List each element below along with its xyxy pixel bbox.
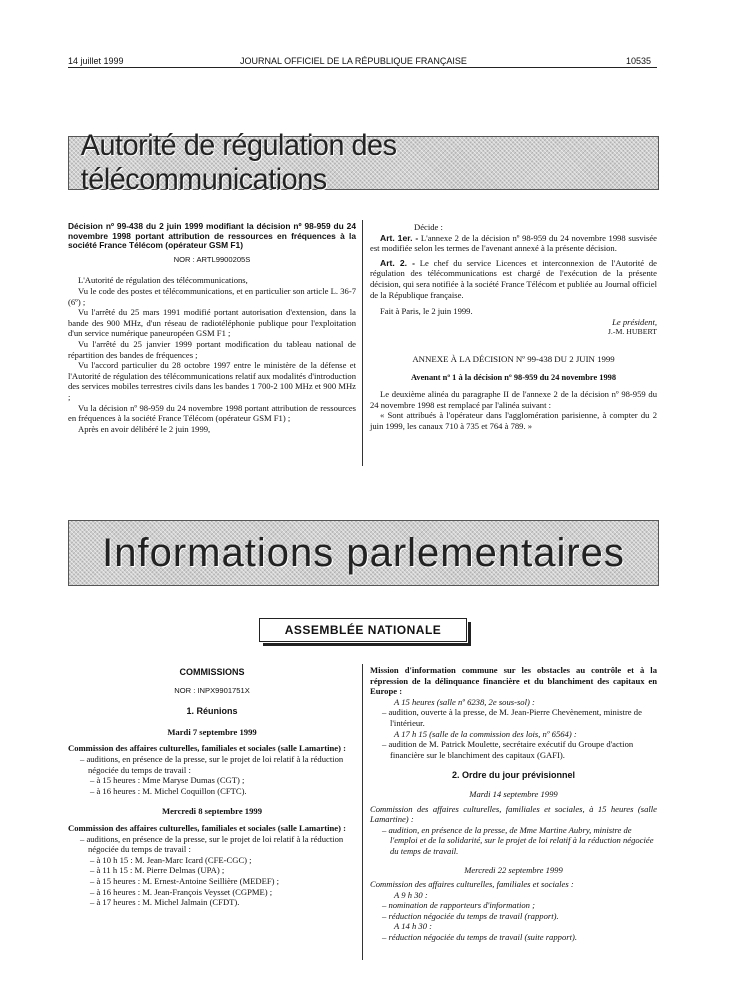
decision-right-column bbox=[370, 222, 657, 432]
time-slot: A 14 h 30 : bbox=[394, 921, 433, 932]
list-item: – à 10 h 15 : M. Jean-Marc Icard (CFE-CGC) ; bbox=[90, 854, 252, 865]
banner-title: Informations parlementaires bbox=[102, 530, 625, 575]
time-slot: A 17 h 15 (salle de la commission des lois, nº 6564) : bbox=[394, 728, 577, 739]
decision-left-column bbox=[68, 222, 356, 434]
annexe-title: ANNEXE À LA DÉCISION Nº 99-438 DU 2 JUIN 1999 bbox=[412, 353, 615, 364]
decision-nor: NOR : ARTL9900205S bbox=[173, 254, 251, 264]
commissions-right-column bbox=[370, 665, 657, 943]
list-item: – à 17 heures : M. Michel Jalmain (CFDT). bbox=[90, 897, 240, 908]
list-item: – à 15 heures : M. Ernest-Antoine Seillière (MEDEF) ; bbox=[90, 875, 280, 886]
list-item: – à 16 heures : M. Jean-François Veysset (CGPME) ; bbox=[90, 886, 273, 897]
list-item: – auditions, en présence de la presse, sur le projet de loi relatif à la réduction négociée du temps de travail : bbox=[80, 833, 344, 855]
article-1-label: Art. 1er. - bbox=[380, 232, 419, 243]
decision-paragraph: Vu l'accord particulier du 28 octobre 1997 entre le ministère de la défense et l'Autorité de régulation des télécommunications relatif aux modalités d'introduction des services mobiles terrestres civils dans les bandes 1 700-2 100 MHz et 900 MHz ; bbox=[68, 360, 356, 402]
day-heading: Mercredi 22 septembre 1999 bbox=[464, 864, 563, 875]
commission-heading: Commission des affaires culturelles, familiales et sociales, à 15 heures (salle Lamartine) : bbox=[370, 803, 657, 825]
section-heading: 1. Réunions bbox=[186, 706, 238, 717]
decision-paragraph: Vu la décision nº 98-959 du 24 novembre 1998 portant attribution de ressources en fréquences à la société France Télécom (opérateur GSM F1) ; bbox=[68, 402, 356, 424]
list-item: – audition, ouverte à la presse, de M. Jean-Pierre Chevènement, ministre de l'intérieur. bbox=[382, 707, 642, 728]
list-item: – auditions, en présence de la presse, sur le projet de loi relatif à la réduction négociée du temps de travail : bbox=[80, 753, 344, 775]
header-rule bbox=[68, 67, 657, 68]
list-item: – audition de M. Patrick Moulette, secrétaire exécutif du Groupe d'action financière sur le blanchiment des capitaux (GAFI). bbox=[382, 739, 634, 760]
decision-paragraph: Vu l'arrêté du 25 janvier 1999 portant modification du tableau national de répartition des bandes de fréquences ; bbox=[68, 338, 356, 360]
commission-heading: Commission des affaires culturelles, familiales et sociales (salle Lamartine) : bbox=[68, 822, 346, 833]
header-journal-title: JOURNAL OFFICIEL DE LA RÉPUBLIQUE FRANÇAISE bbox=[240, 56, 467, 66]
annexe-paragraph: « Sont attribués à l'opérateur dans l'agglomération parisienne, à compter du 2 juin 1999, les canaux 710 à 735 et 764 à 789. » bbox=[370, 410, 657, 431]
time-slot: A 15 heures (salle nº 6238, 2e sous-sol) : bbox=[394, 696, 535, 707]
header-date: 14 juillet 1999 bbox=[68, 56, 124, 66]
assemblee-label: ASSEMBLÉE NATIONALE bbox=[284, 623, 442, 637]
decision-paragraph: Vu le code des postes et télécommunications, et en particulier son article L. 36-7 (6º) ; bbox=[68, 285, 356, 307]
list-item: – réduction négociée du temps de travail (suite rapport). bbox=[382, 932, 577, 943]
president-title: Le président, bbox=[612, 316, 657, 327]
article-1-text: L'annexe 2 de la décision nº 98-959 du 24 novembre 1998 susvisée est modifiée selon les termes de l'avenant annexé à la présente décision. bbox=[370, 232, 657, 254]
day-heading: Mardi 14 septembre 1999 bbox=[469, 788, 558, 799]
section-banner-parlementaires bbox=[68, 520, 659, 586]
commissions-title: COMMISSIONS bbox=[179, 667, 245, 677]
commissions-left-column bbox=[68, 667, 356, 908]
signature: J.-M. HUBERT bbox=[607, 327, 657, 337]
day-heading: Mercredi 8 septembre 1999 bbox=[162, 806, 262, 817]
header-page-number: 10535 bbox=[626, 56, 652, 66]
avenant-title: Avenant nº 1 à la décision nº 98-959 du 24 novembre 1998 bbox=[410, 372, 617, 382]
commission-heading: Commission des affaires culturelles, familiales et sociales : bbox=[370, 879, 574, 890]
decision-paragraph: Après en avoir délibéré le 2 juin 1999, bbox=[78, 423, 211, 434]
list-item: – à 16 heures : M. Michel Coquillon (CFTC). bbox=[90, 785, 247, 796]
list-item: – réduction négociée du temps de travail (rapport). bbox=[382, 910, 559, 921]
column-divider bbox=[362, 220, 363, 466]
article-2-text: Le chef du service Licences et interconnexion de l'Autorité de régulation des télécommunications est chargé de l'exécution de la présente décision, qui sera notifiée à la société France Télécom et publiée au Journal officiel de la République française. bbox=[370, 257, 657, 300]
banner-title: Autorité de régulation des télécommunications bbox=[80, 129, 397, 196]
commission-heading: Commission des affaires culturelles, familiales et sociales (salle Lamartine) : bbox=[68, 743, 346, 754]
annexe-paragraph: Le deuxième alinéa du paragraphe II de l'annexe 2 de la décision nº 98-959 du 24 novembre 1998 est remplacé par l'alinéa suivant : bbox=[370, 389, 657, 410]
decision-title: Décision nº 99-438 du 2 juin 1999 modifiant la décision nº 98-959 du 24 novembre 1998 portant attribution de ressources en fréquences à la société France Télécom (opérateur GSM F1) bbox=[68, 221, 356, 251]
list-item: – audition, en présence de la presse, de Mme Martine Aubry, ministre de l'emploi et de la solidarité, sur le projet de loi relatif à la réduction négociée du temps de travail. bbox=[382, 824, 654, 856]
list-item: – à 11 h 15 : M. Pierre Delmas (UPA) ; bbox=[90, 865, 225, 876]
article-2-label: Art. 2. - bbox=[380, 257, 415, 268]
decision-paragraph: L'Autorité de régulation des télécommunications, bbox=[78, 275, 248, 286]
day-heading: Mardi 7 septembre 1999 bbox=[167, 726, 257, 737]
decision-paragraph: Vu l'arrêté du 25 mars 1991 modifié portant autorisation d'extension, dans la bande des 900 MHz, d'un réseau de radiotéléphonie publique pour l'exploitation d'un service numérique paneuropéen GSM F1 ; bbox=[68, 307, 356, 339]
section-heading: 2. Ordre du jour prévisionnel bbox=[451, 770, 576, 781]
fait-a-paris: Fait à Paris, le 2 juin 1999. bbox=[380, 306, 473, 317]
assemblee-nationale-box bbox=[259, 618, 467, 642]
decide-label: Décide : bbox=[414, 222, 443, 232]
list-item: – nomination de rapporteurs d'information ; bbox=[382, 900, 535, 911]
mission-title: Mission d'information commune sur les obstacles au contrôle et à la répression de la délinquance financière et du blanchiment des capitaux en Europe : bbox=[370, 665, 657, 697]
time-slot: A 9 h 30 : bbox=[394, 889, 428, 900]
column-divider bbox=[362, 664, 363, 960]
section-banner-telecom bbox=[68, 129, 659, 196]
commissions-nor: NOR : INPX9901751X bbox=[174, 685, 250, 695]
list-item: – à 15 heures : Mme Maryse Dumas (CGT) ; bbox=[90, 775, 245, 786]
